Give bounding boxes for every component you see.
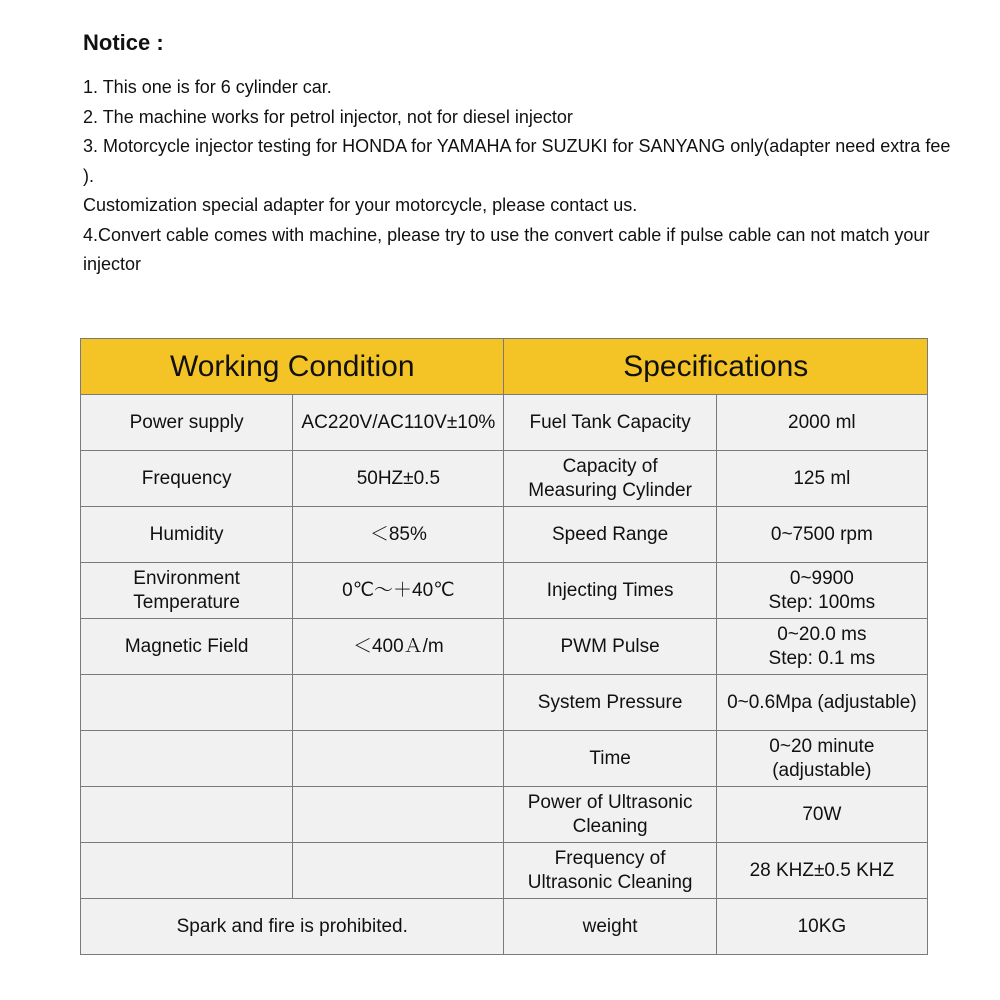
wc-value-cell: 50HZ±0.5	[293, 451, 504, 507]
spec-value-cell: 70W	[716, 787, 927, 843]
spec-value-cell: 0~0.6Mpa (adjustable)	[716, 675, 927, 731]
wc-value-cell: ＜85%	[293, 507, 504, 563]
table-row	[81, 619, 928, 675]
spec-value-cell: 10KG	[716, 899, 927, 955]
specifications-header: Specifications	[504, 339, 928, 395]
notice-list	[83, 73, 953, 280]
notice-line: 4.Convert cable comes with machine, please try to use the convert cable if pulse cable can not match your injector	[83, 224, 930, 274]
wc-label-cell: Environment Temperature	[81, 563, 293, 619]
wc-label-cell: Frequency	[81, 451, 293, 507]
wc-value-cell	[293, 675, 504, 731]
wc-label-cell: Humidity	[81, 507, 293, 563]
table-footer-row	[81, 899, 928, 955]
spec-value-cell: 0~7500 rpm	[716, 507, 927, 563]
spec-value-cell: 28 KHZ±0.5 KHZ	[716, 843, 927, 899]
table-row	[81, 731, 928, 787]
wc-value-cell: 0℃～＋40℃	[293, 563, 504, 619]
wc-value-cell	[293, 787, 504, 843]
table-row	[81, 563, 928, 619]
wc-value-cell: ＜400Ａ/m	[293, 619, 504, 675]
table-row	[81, 451, 928, 507]
table-row	[81, 843, 928, 899]
wc-label-cell: Magnetic Field	[81, 619, 293, 675]
notice-title: Notice :	[83, 30, 164, 55]
spec-label-cell: Power of Ultrasonic Cleaning	[504, 787, 716, 843]
spec-value-cell: 0~20.0 ms Step: 0.1 ms	[716, 619, 927, 675]
table-row	[81, 675, 928, 731]
warning-cell: Spark and fire is prohibited.	[81, 899, 504, 955]
spec-value-cell: 0~20 minute (adjustable)	[716, 731, 927, 787]
notice-line: Customization special adapter for your motorcycle, please contact us.	[83, 195, 638, 215]
wc-label-cell	[81, 787, 293, 843]
working-condition-header: Working Condition	[81, 339, 504, 395]
wc-label-cell	[81, 731, 293, 787]
notice-line: 3. Motorcycle injector testing for HONDA for YAMAHA for SUZUKI for SANYANG only(adapter need extra fee ).	[83, 136, 951, 186]
table-row	[81, 787, 928, 843]
notice-line: 1. This one is for 6 cylinder car.	[83, 77, 332, 97]
spec-label-cell: weight	[504, 899, 716, 955]
table-row	[81, 395, 928, 451]
spec-value-cell: 0~9900 Step: 100ms	[716, 563, 927, 619]
spec-label-cell: Time	[504, 731, 716, 787]
wc-value-cell	[293, 731, 504, 787]
wc-label-cell: Power supply	[81, 395, 293, 451]
notice-line: 2. The machine works for petrol injector, not for diesel injector	[83, 106, 573, 127]
wc-value-cell: AC220V/AC110V±10%	[293, 395, 504, 451]
wc-value-cell	[293, 843, 504, 899]
spec-label-cell: Injecting Times	[504, 563, 716, 619]
spec-value-cell: 2000 ml	[716, 395, 927, 451]
spec-table	[80, 338, 928, 955]
table-row	[81, 507, 928, 563]
spec-label-cell: Fuel Tank Capacity	[504, 395, 716, 451]
spec-label-cell: Frequency of Ultrasonic Cleaning	[504, 843, 716, 899]
wc-label-cell	[81, 843, 293, 899]
spec-label-cell: System Pressure	[504, 675, 716, 731]
spec-value-cell: 125 ml	[716, 451, 927, 507]
spec-label-cell: Speed Range	[504, 507, 716, 563]
spec-label-cell: PWM Pulse	[504, 619, 716, 675]
table-header-row	[81, 339, 928, 395]
wc-label-cell	[81, 675, 293, 731]
spec-label-cell: Capacity of Measuring Cylinder	[504, 451, 716, 507]
